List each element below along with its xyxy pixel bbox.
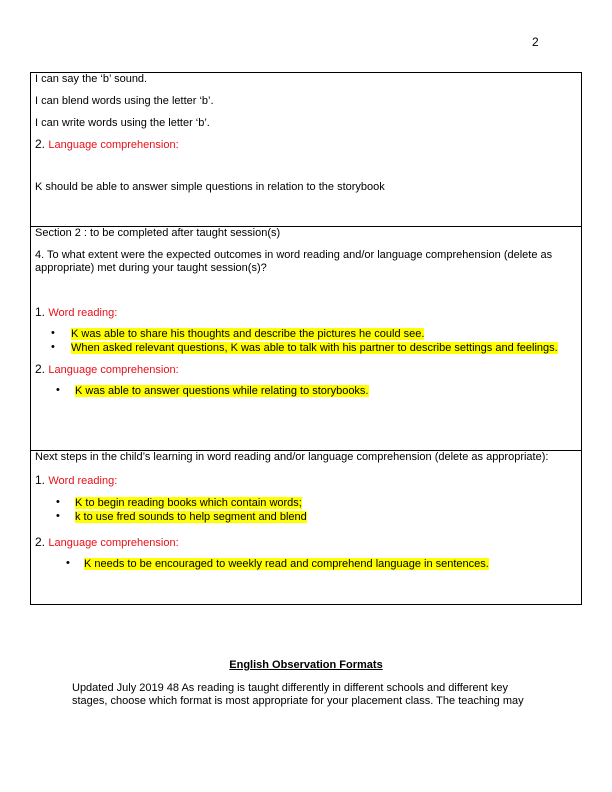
list-item-text: When asked relevant questions, K was able to talk with his partner to describe settings and feelings. bbox=[71, 342, 558, 354]
list-item bbox=[71, 328, 424, 341]
can-blend-statement: I can blend words using the letter ‘b’. bbox=[35, 95, 214, 107]
list-item-text: K needs to be encouraged to weekly read and comprehend language in sentences. bbox=[84, 558, 489, 570]
list-item bbox=[75, 511, 307, 524]
heading-label: Language comprehension: bbox=[48, 139, 179, 151]
can-write-statement: I can write words using the letter ‘b’. bbox=[35, 117, 210, 129]
section-title: English Observation Formats bbox=[229, 659, 383, 671]
next-steps-cell bbox=[31, 451, 581, 604]
word-reading-heading bbox=[35, 306, 117, 320]
bullet-icon: • bbox=[51, 327, 55, 339]
bullet-icon: • bbox=[56, 384, 60, 396]
outcomes-cell bbox=[31, 73, 581, 227]
section2-question: 4. To what extent were the expected outcomes in word reading and/or language comprehension (delete as appropriate) met during your taught session(s)? bbox=[35, 249, 553, 274]
heading-number: 2. bbox=[35, 362, 46, 376]
bullet-icon: • bbox=[56, 510, 60, 522]
list-item bbox=[84, 558, 489, 571]
bullet-icon: • bbox=[66, 557, 70, 569]
list-item-text: K was able to share his thoughts and describe the pictures he could see. bbox=[71, 328, 425, 340]
word-reading-heading bbox=[35, 474, 117, 488]
list-item-text: K was able to answer questions while relating to storybooks. bbox=[75, 385, 369, 397]
section3-title: Next steps in the child’s learning in word reading and/or language comprehension (delete as appropriate): bbox=[35, 451, 549, 463]
heading-number: 1. bbox=[35, 305, 46, 319]
list-item-text: K to begin reading books which contain words; bbox=[75, 497, 302, 509]
heading-number: 1. bbox=[35, 473, 46, 487]
page-number: 2 bbox=[532, 35, 539, 49]
observation-table bbox=[30, 72, 582, 605]
taught-session-cell bbox=[31, 227, 581, 451]
list-item-text: k to use fred sounds to help segment and blend bbox=[75, 511, 307, 523]
heading-number: 2. bbox=[35, 137, 46, 151]
bullet-icon: • bbox=[51, 341, 55, 353]
language-comprehension-heading bbox=[35, 363, 179, 377]
intro-paragraph: Updated July 2019 48 As reading is taught differently in different schools and different key stages, choose which format is most appropriate for your placement class. The teaching may bbox=[72, 682, 524, 707]
can-say-statement: I can say the ‘b’ sound. bbox=[35, 73, 148, 85]
bullet-icon: • bbox=[56, 496, 60, 508]
language-comprehension-text: K should be able to answer simple questions in relation to the storybook bbox=[35, 181, 385, 193]
list-item bbox=[71, 342, 558, 355]
heading-label: Language comprehension: bbox=[48, 537, 179, 549]
heading-label: Word reading: bbox=[48, 475, 118, 487]
heading-number: 2. bbox=[35, 535, 46, 549]
heading-label: Language comprehension: bbox=[48, 364, 179, 376]
list-item bbox=[75, 497, 302, 510]
language-comprehension-heading bbox=[35, 138, 179, 152]
heading-label: Word reading: bbox=[48, 307, 118, 319]
section2-title: Section 2 : to be completed after taught session(s) bbox=[35, 227, 281, 239]
language-comprehension-heading bbox=[35, 536, 179, 550]
list-item bbox=[75, 385, 369, 398]
